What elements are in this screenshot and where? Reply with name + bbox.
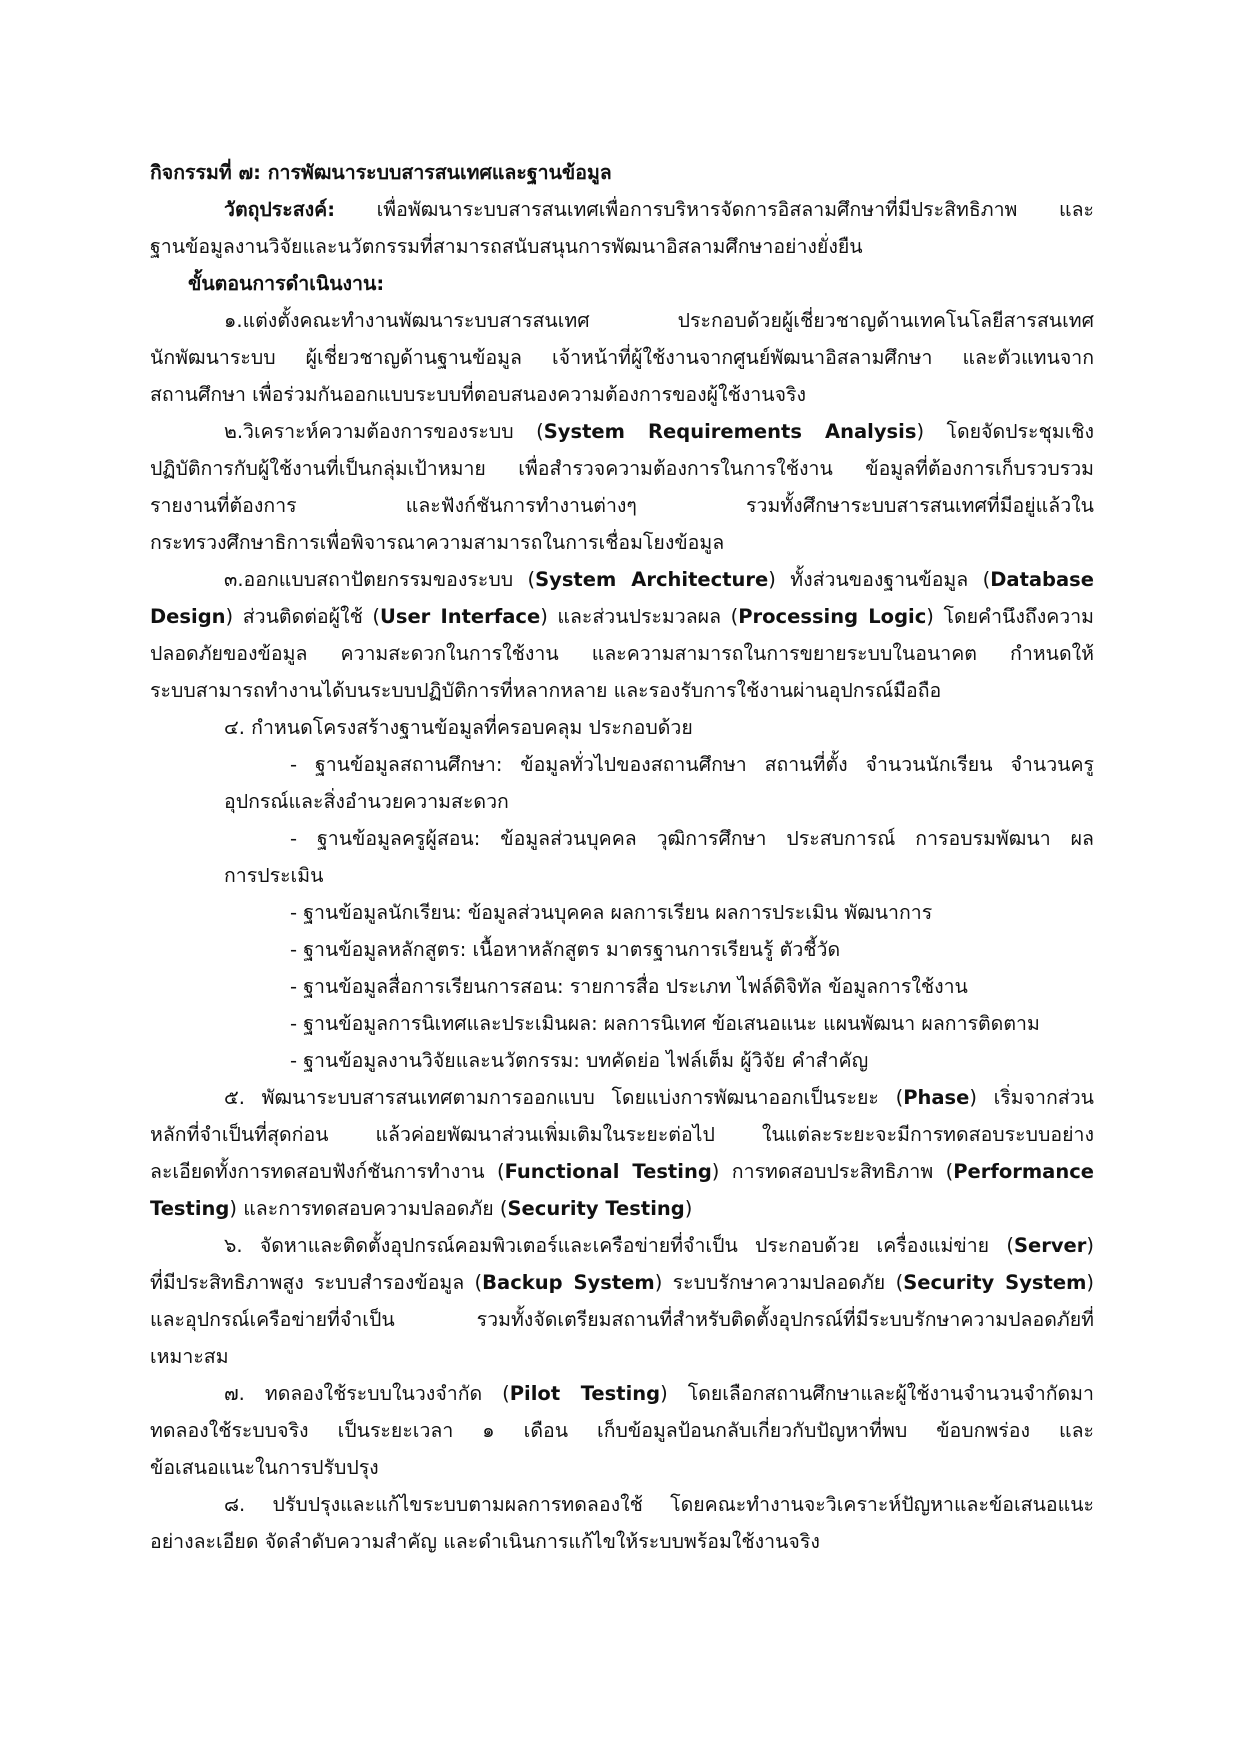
step5-term-performance: Performance [953,1160,1094,1183]
step6-line-2 [150,1264,1094,1301]
step1-line-2: นักพัฒนาระบบ ผู้เชี่ยวชาญด้านฐานข้อมูล เจ้าหน้าที่ผู้ใช้งานจากศูนย์พัฒนาอิสลามศึกษา และตัวแทนจาก [150,346,1094,369]
step4-item-5: - ฐานข้อมูลสื่อการเรียนการสอน: รายการสื่อ ประเภท ไฟล์ดิจิทัล ข้อมูลการใช้งาน [290,975,968,998]
step4-item-4: - ฐานข้อมูลหลักสูตร: เนื้อหาหลักสูตร มาตรฐานการเรียนรู้ ตัวชี้วัด [290,938,841,961]
document-page [150,154,1094,1560]
objective-line-1 [150,191,1094,228]
step5-text-security-a: ) และการทดสอบความปลอดภัย ( [229,1197,508,1220]
step2-line-2: ปฏิบัติการกับผู้ใช้งานที่เป็นกลุ่มเป้าหมาย เพื่อสำรวจความต้องการในการใช้งาน ข้อมูลที่ต้องการเก็บรวบรวม [150,457,1094,480]
step3-text-a: ๓.ออกแบบสถาปัตยกรรมของระบบ ( [224,568,536,591]
step5-line-4 [150,1190,1094,1227]
step3-term-database: Database [990,568,1094,591]
step3-text-ui-a: ) ส่วนติดต่อผู้ใช้ ( [225,605,381,628]
step3-text-logic-b: ) โดยคำนึงถึงความ [926,605,1095,628]
step5-text-a: ๕. พัฒนาระบบสารสนเทศตามการออกแบบ โดยแบ่งการพัฒนาออกเป็นระยะ ( [224,1086,904,1109]
step3-term-architecture: System Architecture [535,568,769,591]
step1-line-3: สถานศึกษา เพื่อร่วมกันออกแบบระบบที่ตอบสนองความต้องการของผู้ใช้งานจริง [150,383,807,406]
step5-text-functional-a: ละเอียดทั้งการทดสอบฟังก์ชันการทำงาน ( [150,1160,505,1183]
step6-text-security-b: ) [1086,1271,1094,1294]
step6-text-backup-a: ที่มีประสิทธิภาพสูง ระบบสำรองข้อมูล ( [150,1271,483,1294]
step4-item-1-line-1: - ฐานข้อมูลสถานศึกษา: ข้อมูลทั่วไปของสถานศึกษา สถานที่ตั้ง จำนวนนักเรียน จำนวนครู [290,753,1094,776]
step3-term-logic: Processing Logic [738,605,927,628]
step3-line-1 [150,561,1094,598]
step3-line-2 [150,598,1094,635]
step4-line-1: ๔. กำหนดโครงสร้างฐานข้อมูลที่ครอบคลุม ประกอบด้วย [224,716,693,739]
step8-line-1: ๘. ปรับปรุงและแก้ไขระบบตามผลการทดลองใช้ โดยคณะทำงานจะวิเคราะห์ปัญหาและข้อเสนอแนะ [224,1493,1094,1516]
step7-line-1 [150,1375,1094,1412]
step5-term-phase: Phase [903,1086,970,1109]
step5-text-security-b: ) [684,1197,693,1220]
step4-item-3: - ฐานข้อมูลนักเรียน: ข้อมูลส่วนบุคคล ผลการเรียน ผลการประเมิน พัฒนาการ [290,901,933,924]
step6-term-security: Security System [903,1271,1087,1294]
step5-term-functional: Functional Testing [504,1160,712,1183]
step3-line-3: ปลอดภัยของข้อมูล ความสะดวกในการใช้งาน และความสามารถในการขยายระบบในอนาคต กำหนดให้ [150,642,1094,665]
step7-text-a: ๗. ทดลองใช้ระบบในวงจำกัด ( [224,1382,510,1405]
step3-text-c: ) ทั้งส่วนของฐานข้อมูล ( [768,568,991,591]
step2-term: System Requirements Analysis [543,420,917,443]
step4-item-7: - ฐานข้อมูลงานวิจัยและนวัตกรรม: บทคัดย่อ ไฟล์เต็ม ผู้วิจัย คำสำคัญ [290,1049,869,1072]
objective-line-2: ฐานข้อมูลงานวิจัยและนวัตกรรมที่สามารถสนับสนุนการพัฒนาอิสลามศึกษาอย่างยั่งยืน [150,235,863,258]
step6-text-c: ) [1086,1234,1094,1257]
step5-line-2: หลักที่จำเป็นที่สุดก่อน แล้วค่อยพัฒนาส่วนเพิ่มเติมในระยะต่อไป ในแต่ละระยะจะมีการทดสอบระบบอย่าง [150,1123,1094,1146]
step2-text-c: ) โดยจัดประชุมเชิง [916,420,1094,443]
step8-line-2: อย่างละเอียด จัดลำดับความสำคัญ และดำเนินการแก้ไขให้ระบบพร้อมใช้งานจริง [150,1530,820,1553]
step7-line-3: ข้อเสนอแนะในการปรับปรุง [150,1456,379,1479]
step7-line-2: ทดลองใช้ระบบจริง เป็นระยะเวลา ๑ เดือน เก็บข้อมูลป้อนกลับเกี่ยวกับปัญหาที่พบ ข้อบกพร่อง และ [150,1419,1094,1442]
step6-term-server: Server [1013,1234,1087,1257]
step5-line-1 [150,1079,1094,1116]
step7-text-c: ) โดยเลือกสถานศึกษาและผู้ใช้งานจำนวนจำกัดมา [660,1382,1094,1405]
step3-text-logic-a: ) และส่วนประมวลผล ( [540,605,739,628]
step6-text-a: ๖. จัดหาและติดตั้งอุปกรณ์คอมพิวเตอร์และเครือข่ายที่จำเป็น ประกอบด้วย เครื่องแม่ข่าย ( [224,1234,1014,1257]
step6-line-3: และอุปกรณ์เครือข่ายที่จำเป็น รวมทั้งจัดเตรียมสถานที่สำหรับติดตั้งอุปกรณ์ที่มีระบบรักษาความปลอดภัยที่ [150,1308,1094,1331]
step2-line-1 [150,413,1094,450]
step4-item-1-line-2: อุปกรณ์และสิ่งอำนวยความสะดวก [224,790,509,813]
step3-term-design: Design [150,605,226,628]
steps-heading: ขั้นตอนการดำเนินงาน: [188,272,385,295]
objective-label: วัตถุประสงค์: [224,198,336,221]
step7-term-pilot: Pilot Testing [509,1382,661,1405]
step3-term-ui: User Interface [380,605,541,628]
step2-line-4: กระทรวงศึกษาธิการเพื่อพิจารณาความสามารถในการเชื่อมโยงข้อมูล [150,531,725,554]
step5-term-testing: Testing [150,1197,230,1220]
objective-text-1: เพื่อพัฒนาระบบสารสนเทศเพื่อการบริหารจัดการอิสลามศึกษาที่มีประสิทธิภาพ และ [335,198,1094,221]
step6-line-4: เหมาะสม [150,1345,229,1368]
step5-text-performance-a: ) การทดสอบประสิทธิภาพ ( [711,1160,954,1183]
step2-text-a: ๒.วิเคราะห์ความต้องการของระบบ ( [224,420,544,443]
step6-term-backup: Backup System [482,1271,655,1294]
step5-text-c: ) เริ่มจากส่วน [969,1086,1094,1109]
step3-line-4: ระบบสามารถทำงานได้บนระบบปฏิบัติการที่หลากหลาย และรองรับการใช้งานผ่านอุปกรณ์มือถือ [150,679,942,702]
step6-line-1 [150,1227,1094,1264]
step4-item-2-line-2: การประเมิน [224,864,324,887]
step1-line-1: ๑.แต่งตั้งคณะทำงานพัฒนาระบบสารสนเทศ ประกอบด้วยผู้เชี่ยวชาญด้านเทคโนโลยีสารสนเทศ [224,309,1094,332]
step5-line-3 [150,1153,1094,1190]
step2-line-3: รายงานที่ต้องการ และฟังก์ชันการทำงานต่างๆ รวมทั้งศึกษาระบบสารสนเทศที่มีอยู่แล้วใน [150,494,1094,517]
activity-title: กิจกรรมที่ ๗: การพัฒนาระบบสารสนเทศและฐานข้อมูล [150,161,612,184]
step4-item-6: - ฐานข้อมูลการนิเทศและประเมินผล: ผลการนิเทศ ข้อเสนอแนะ แผนพัฒนา ผลการติดตาม [290,1012,1040,1035]
step6-text-security-a: ) ระบบรักษาความปลอดภัย ( [654,1271,904,1294]
step5-term-security: Security Testing [507,1197,685,1220]
step4-item-2-line-1: - ฐานข้อมูลครูผู้สอน: ข้อมูลส่วนบุคคล วุฒิการศึกษา ประสบการณ์ การอบรมพัฒนา ผล [290,827,1094,850]
